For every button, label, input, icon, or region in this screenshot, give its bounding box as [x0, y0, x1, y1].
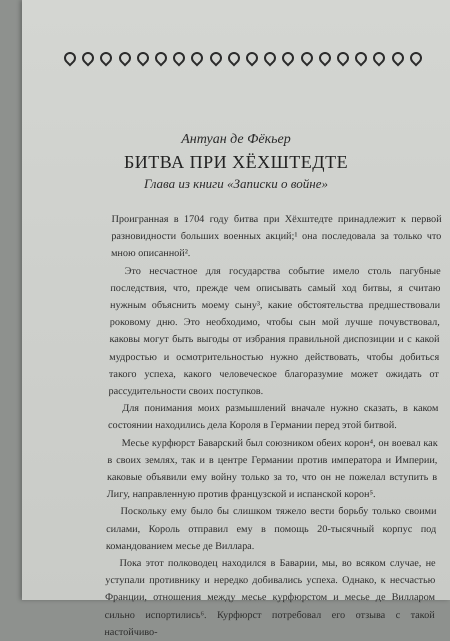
- ornament-icon: [408, 50, 422, 64]
- ornament-icon: [390, 50, 404, 64]
- ornament-icon: [153, 50, 167, 64]
- decorative-ornament-row: [62, 49, 422, 65]
- ornament-icon: [280, 50, 294, 64]
- ornament-icon: [226, 50, 240, 64]
- book-page: [22, 0, 450, 638]
- ornament-icon: [244, 50, 258, 64]
- ornament-icon: [371, 50, 385, 64]
- body-paragraph: Поскольку ему было бы слишком тяжело вести борьбу только своими силами, Король отправил ему в помощь 20-тысячный корпус под командованием месье де Виллара.: [105, 506, 437, 552]
- body-paragraph: Для понимания моих размышлений вначале нужно сказать, в каком состоянии находились дела Короля в Германии перед этой битвой.: [107, 403, 439, 432]
- ornament-icon: [98, 50, 112, 64]
- ornament-icon: [262, 50, 276, 64]
- ornament-icon: [117, 50, 131, 64]
- ornament-icon: [317, 50, 331, 64]
- ornament-icon: [62, 50, 76, 64]
- ornament-icon: [353, 50, 367, 64]
- chapter-author: Антуан де Фёкьер: [181, 132, 291, 147]
- chapter-title: БИТВА ПРИ ХЁХШТЕДТЕ: [123, 152, 349, 172]
- body-paragraph: Месье курфюрст Баварский был союзником обеих корон⁴, он воевал как в своих землях, так и в центре Германии против императора и Империи, каковые объявили ему войну только за то, что он не пожелал вступить в Лигу, направленную против французской и испанской корон⁵.: [106, 437, 438, 501]
- chapter-body: [104, 211, 442, 641]
- ornament-icon: [80, 50, 94, 64]
- ornament-icon: [171, 50, 185, 64]
- body-paragraph: Проигранная в 1704 году битва при Хёхштедте принадлежит к первой разновидности больших военных акций;¹ она последовала за только что мною описанной².: [110, 214, 442, 260]
- ornament-icon: [189, 50, 203, 64]
- ornament-icon: [208, 50, 222, 64]
- ornament-icon: [299, 50, 313, 64]
- ornament-icon: [335, 50, 349, 64]
- body-paragraph: Это несчастное для государства событие имело столь пагубные последствия, что, прежде чем описывать самый ход битвы, я считаю нужным объяснить моему сыну³, какие обстоятельства предшествовали роковому дню. Это необходимо, чтобы сын мой лучше почувствовал, каковы могут быть выгоды от избрания правильной диспозиции и с какой мудростью и осмотрительностью нужно действовать, чтобы добиться такого успеха, какого человеческое благоразумие может ожидать от рассудительности своих поступков.: [108, 265, 441, 398]
- ornament-icon: [135, 50, 149, 64]
- body-paragraph: Пока этот полководец находился в Баварии, мы, во всяком случае, не уступали противнику и нередко добивались успеха. Однако, к несчастью Франции, отношения между месье курфюрстом и месье де Вилларом сильно испортились⁶. Курфюрст потребовал его отзыва с такой настойчиво-: [104, 558, 436, 638]
- chapter-subtitle: Глава из книги «Записки о войне»: [144, 176, 328, 191]
